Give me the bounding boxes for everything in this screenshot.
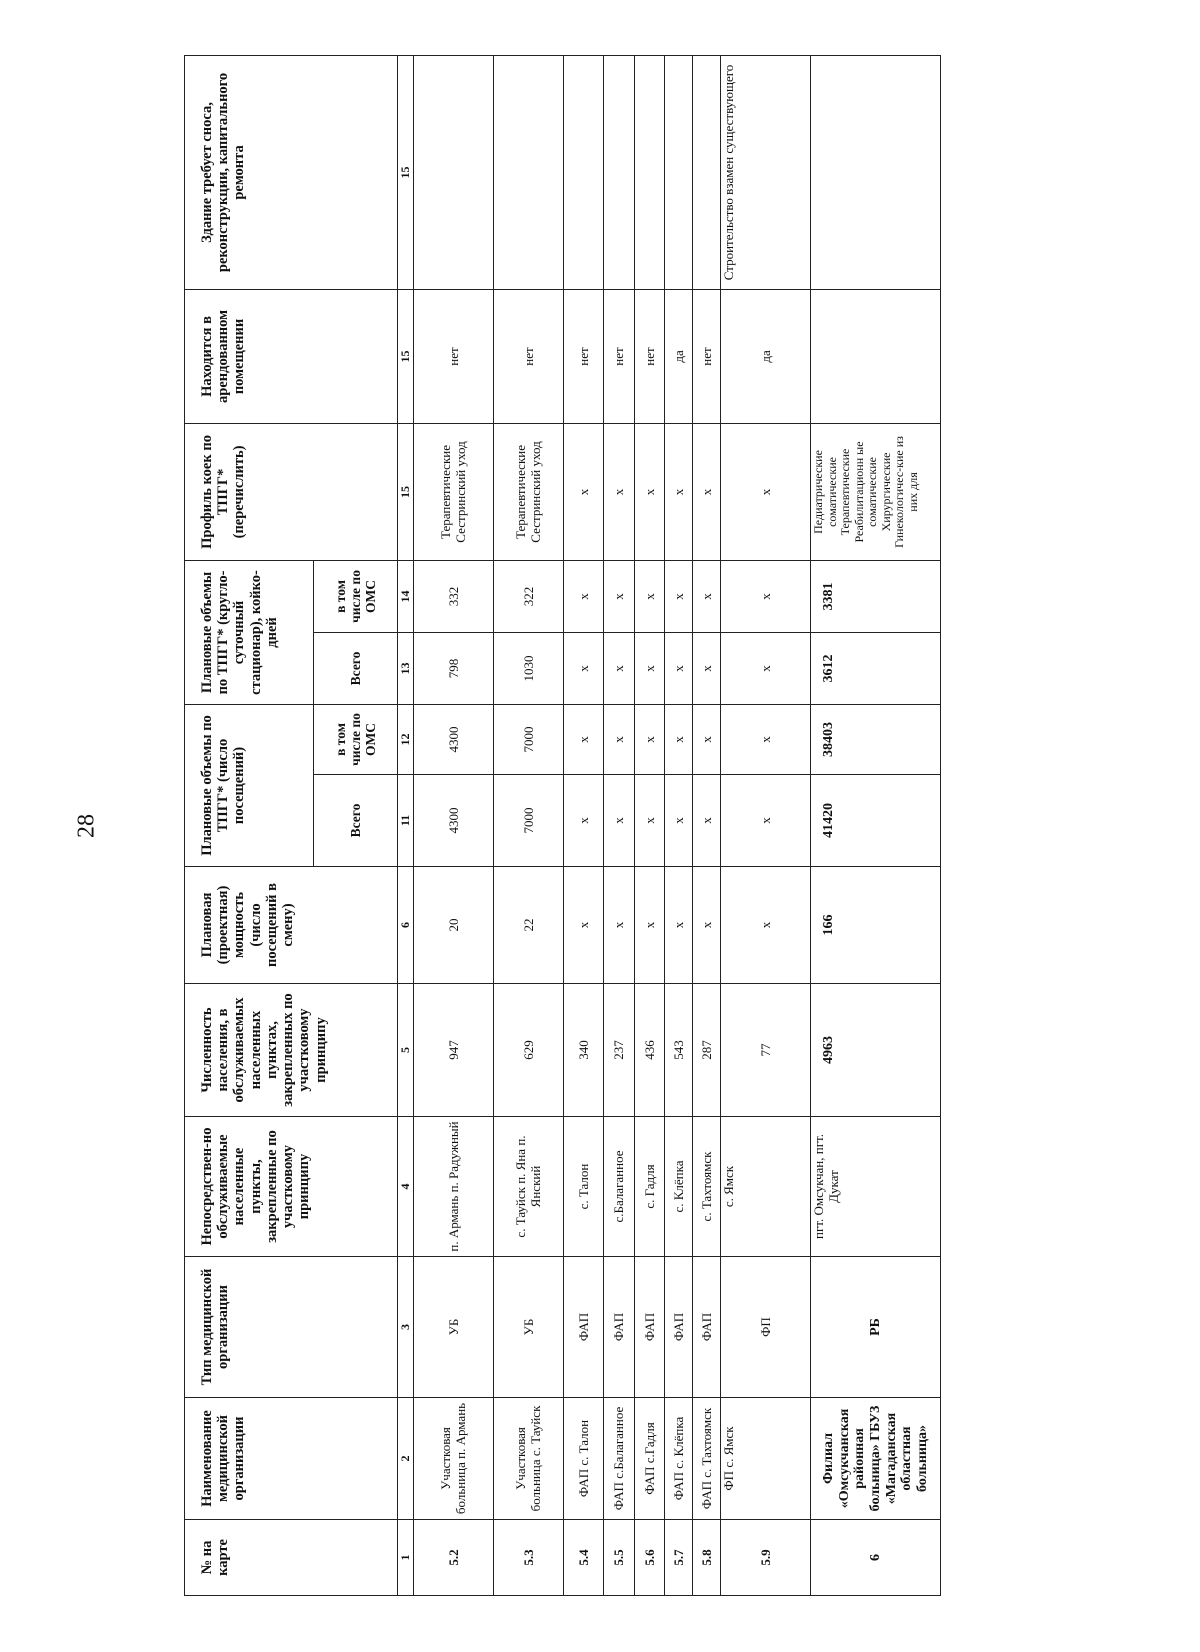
row-population: 543 [665,984,693,1117]
row-beds-total: x [564,632,604,704]
row-type: УБ [414,1257,494,1398]
row-num: 5.8 [693,1520,721,1596]
row-num: 5.4 [564,1520,604,1596]
row-beds-total: x [721,632,811,704]
total-visits-total: 41420 [811,775,941,867]
total-row [811,55,941,1595]
row-num: 5.5 [604,1520,635,1596]
row-capacity: x [564,867,604,984]
row-visits-oms: x [665,704,693,774]
row-population: 947 [414,984,494,1117]
total-visits-oms: 38403 [811,704,941,774]
total-beds-oms: 3381 [811,560,941,632]
row-population: 77 [721,984,811,1117]
total-beds-total: 3612 [811,632,941,704]
row-num: 5.2 [414,1520,494,1596]
header-profile: Профиль коек по ТПГГ* (перечислить) [185,423,398,560]
row-rented: нет [604,289,635,423]
row-building [635,55,665,289]
row-points: с. Ямск [721,1117,811,1257]
row-visits-total: x [693,775,721,867]
row-visits-total: 4300 [414,775,494,867]
header-beds-total: Всего [314,632,398,704]
row-num: 5.3 [494,1520,564,1596]
total-building [811,55,941,289]
table-row [665,55,693,1595]
column-number: 12 [398,704,414,774]
row-beds-oms: x [604,560,635,632]
row-beds-total: x [693,632,721,704]
row-capacity: 20 [414,867,494,984]
row-num: 5.6 [635,1520,665,1596]
row-visits-total: x [721,775,811,867]
rotated-table-container [184,56,931,1596]
row-beds-total: x [635,632,665,704]
row-building: Строительство взамен существующего [721,55,811,289]
table-row [564,55,604,1595]
table-row [414,55,494,1595]
row-points: с. Клёпка [665,1117,693,1257]
row-visits-oms: x [564,704,604,774]
row-capacity: 22 [494,867,564,984]
row-population: 629 [494,984,564,1117]
row-name: Участковая больница с. Тауйск [494,1398,564,1520]
row-visits-oms: x [604,704,635,774]
row-profile: Терапевтические Сестринский уход [414,423,494,560]
row-name: ФАП с. Тахтоямск [693,1398,721,1520]
row-visits-total: x [564,775,604,867]
row-points: с. Талон [564,1117,604,1257]
page-number: 28 [73,814,100,838]
column-number: 2 [398,1398,414,1520]
row-num: 5.7 [665,1520,693,1596]
total-num: 6 [811,1520,941,1596]
row-rented: нет [635,289,665,423]
row-type: ФП [721,1257,811,1398]
row-building [665,55,693,289]
row-population: 340 [564,984,604,1117]
column-number: 15 [398,289,414,423]
column-number: 15 [398,55,414,289]
table-row [721,55,811,1595]
column-number: 3 [398,1257,414,1398]
row-beds-oms: x [721,560,811,632]
row-capacity: x [604,867,635,984]
row-beds-oms: x [564,560,604,632]
row-num: 5.9 [721,1520,811,1596]
row-visits-total: x [665,775,693,867]
row-building [414,55,494,289]
row-beds-oms: x [693,560,721,632]
row-population: 237 [604,984,635,1117]
facilities-table [184,55,941,1596]
header-capacity: Плановая (проектная) мощность (число посещений в смену) [185,867,398,984]
row-capacity: x [665,867,693,984]
row-name: ФАП с. Талон [564,1398,604,1520]
row-points: с.Балаганное [604,1117,635,1257]
row-name: ФАП с.Балаганное [604,1398,635,1520]
row-profile: Терапевтические Сестринский уход [494,423,564,560]
row-profile: x [564,423,604,560]
header-num: № на карте [185,1520,398,1596]
row-capacity: x [635,867,665,984]
header-row [185,55,314,1595]
row-beds-oms: x [635,560,665,632]
header-rented: Находится в арендованном помещении [185,289,398,423]
row-profile: x [604,423,635,560]
header-beds: Плановые объемы по ТПГГ* (кругло-суточный стационар), койко-дней [185,560,314,704]
row-type: ФАП [604,1257,635,1398]
column-number: 11 [398,775,414,867]
row-visits-oms: 7000 [494,704,564,774]
row-beds-oms: x [665,560,693,632]
header-name: Наименование медицинской организации [185,1398,398,1520]
column-number: 5 [398,984,414,1117]
row-visits-oms: x [721,704,811,774]
column-number: 14 [398,560,414,632]
header-beds-oms: в том числе по ОМС [314,560,398,632]
row-beds-total: x [604,632,635,704]
row-points: с. Тахтоямск [693,1117,721,1257]
total-capacity: 166 [811,867,941,984]
row-visits-oms: 4300 [414,704,494,774]
row-visits-total: x [635,775,665,867]
table-row [604,55,635,1595]
row-name: Участковая больница п. Армань [414,1398,494,1520]
row-beds-total: x [665,632,693,704]
column-number: 15 [398,423,414,560]
row-visits-oms: x [693,704,721,774]
row-profile: x [635,423,665,560]
header-population: Численность населения, в обслуживаемых населенных пунктах, закрепленных по участковому принципу [185,984,398,1117]
row-name: ФП с. Ямск [721,1398,811,1520]
total-rented [811,289,941,423]
row-points: с. Гадля [635,1117,665,1257]
header-visits-oms: в том числе по ОМС [314,704,398,774]
row-beds-oms: 332 [414,560,494,632]
row-type: ФАП [665,1257,693,1398]
row-name: ФАП с. Клёпка [665,1398,693,1520]
total-name: Филиал «Омсукчанская районная больница» ГБУЗ «Магаданская областная больница» [811,1398,941,1520]
row-rented: да [665,289,693,423]
row-rented: нет [494,289,564,423]
row-type: ФАП [693,1257,721,1398]
row-building [494,55,564,289]
table-row [635,55,665,1595]
row-population: 287 [693,984,721,1117]
column-number: 13 [398,632,414,704]
total-type: РБ [811,1257,941,1398]
row-beds-total: 798 [414,632,494,704]
row-name: ФАП с.Гадля [635,1398,665,1520]
column-number: 1 [398,1520,414,1596]
row-beds-total: 1030 [494,632,564,704]
header-visits: Плановые объемы по ТПГГ* (число посещений) [185,704,314,866]
row-visits-total: 7000 [494,775,564,867]
header-building: Здание требует сноса, реконструкции, капитального ремонта [185,55,398,289]
row-type: УБ [494,1257,564,1398]
row-profile: x [665,423,693,560]
table-row [494,55,564,1595]
row-visits-total: x [604,775,635,867]
column-number: 6 [398,867,414,984]
row-building [693,55,721,289]
row-rented: нет [693,289,721,423]
header-type: Тип медицинской организации [185,1257,398,1398]
column-number: 4 [398,1117,414,1257]
row-profile: x [721,423,811,560]
total-points: пгт. Омсукчан, пгт. Дукат [811,1117,941,1257]
row-building [564,55,604,289]
row-capacity: x [721,867,811,984]
row-type: ФАП [635,1257,665,1398]
row-capacity: x [693,867,721,984]
total-population: 4963 [811,984,941,1117]
row-points: с. Тауйск п. Яна п. Янский [494,1117,564,1257]
table-row [693,55,721,1595]
row-population: 436 [635,984,665,1117]
row-type: ФАП [564,1257,604,1398]
header-points: Непосредствен-но обслуживаемые населенные пункты, закрепленные по участковому принципу [185,1117,398,1257]
row-visits-oms: x [635,704,665,774]
row-points: п. Армань п. Радужный [414,1117,494,1257]
row-building [604,55,635,289]
row-beds-oms: 322 [494,560,564,632]
header-visits-total: Всего [314,775,398,867]
row-rented: нет [564,289,604,423]
row-rented: нет [414,289,494,423]
column-numbers-row [398,55,414,1595]
row-profile: x [693,423,721,560]
total-profile: Педиатрические соматические Терапевтические Реабилитационн ые соматические Хирургические Гинекологичес-кие из них для [811,423,941,560]
row-rented: да [721,289,811,423]
